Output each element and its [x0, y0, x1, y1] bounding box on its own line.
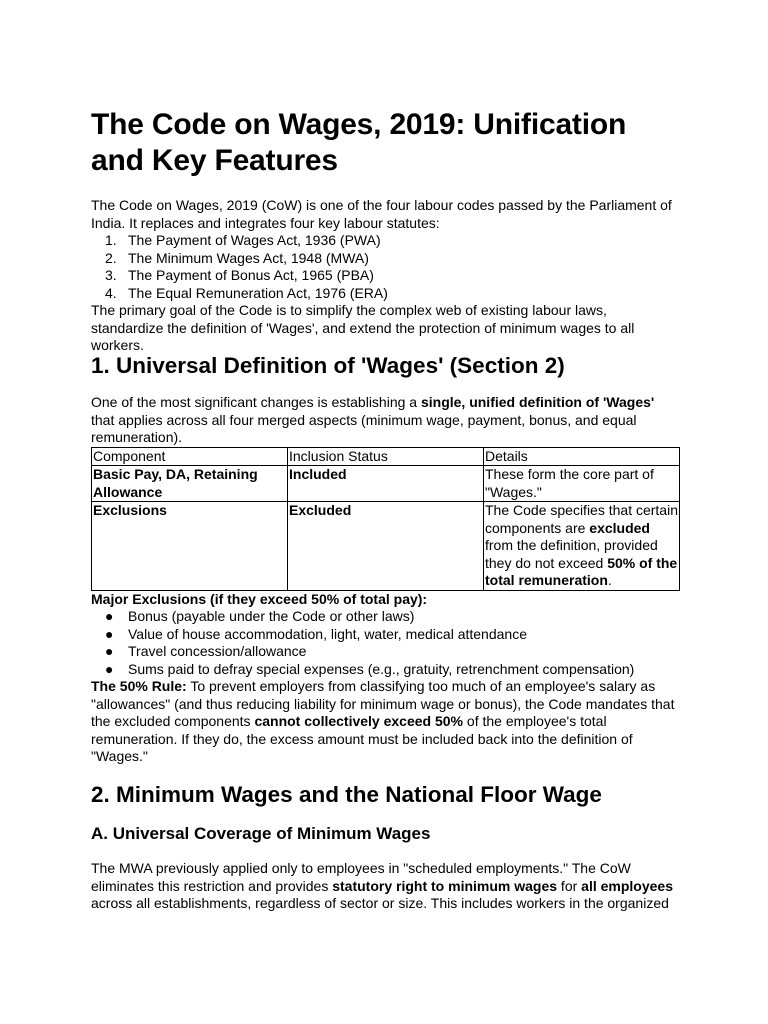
list-item-text: Travel concession/allowance: [128, 643, 307, 659]
text-run: The MWA previously applied only to employees in "scheduled employments." The CoW eliminates this restriction and provides: [91, 860, 631, 894]
text-run: .: [607, 572, 612, 588]
text-run: that applies across all four merged aspects (minimum wage, payment, bonus, and equal remuneration).: [91, 411, 637, 445]
text-run: from the definition, provided they do not exceed: [485, 537, 658, 571]
text-run: of the employee's total remuneration. If they do, the excess amount must be included back into the definition of "Wages.": [91, 713, 633, 764]
statutes-list: [91, 232, 679, 302]
text-run: for: [557, 877, 582, 894]
table-cell: Excluded: [288, 502, 484, 591]
list-number: 3.: [105, 267, 117, 283]
list-number: 4.: [105, 284, 117, 301]
page-title: The Code on Wages, 2019: Unification and Key Features: [91, 108, 627, 177]
section-1-body: [91, 394, 679, 766]
table-cell: Exclusions: [92, 502, 288, 591]
text-run: One of the most significant changes is establishing a: [91, 394, 421, 410]
table-header-cell: Component: [92, 447, 288, 466]
exclusions-heading: Major Exclusions (if they exceed 50% of total pay):: [91, 590, 428, 607]
section-2a-body: [91, 860, 679, 913]
text-run: across all establishments, regardless of sector or size. This includes workers in the organized: [91, 895, 669, 911]
table-cell: Included: [288, 466, 484, 502]
bullet-icon: ●: [105, 608, 114, 624]
bullet-icon: ●: [105, 625, 114, 642]
section-1-heading: 1. Universal Definition of 'Wages' (Section 2): [91, 353, 565, 378]
section-2a-subheading: A. Universal Coverage of Minimum Wages: [91, 824, 431, 843]
wages-definition-paragraph: [91, 394, 679, 447]
fifty-percent-rule-paragraph: [91, 678, 679, 766]
list-item: [91, 661, 679, 679]
table-cell: These form the core part of "Wages.": [484, 466, 680, 502]
section-2-heading: 2. Minimum Wages and the National Floor Wage: [91, 782, 602, 807]
table-row: [92, 466, 680, 502]
list-item-text: The Payment of Wages Act, 1936 (PWA): [128, 232, 381, 248]
table-row: [92, 502, 680, 591]
list-item-text: The Equal Remuneration Act, 1976 (ERA): [128, 284, 388, 301]
list-item: [91, 267, 679, 285]
bold-text-run: excluded: [589, 519, 650, 536]
list-item-text: Bonus (payable under the Code or other laws): [128, 608, 415, 624]
goal-paragraph: The primary goal of the Code is to simplify the complex web of existing labour laws, standardize the definition of 'Wages', and extend the protection of minimum wages to all workers.: [91, 302, 635, 353]
text-run: The Code specifies that certain components are: [485, 502, 678, 536]
wages-components-table: [91, 447, 680, 591]
bold-text-run: The 50% Rule:: [91, 678, 187, 694]
list-number: 1.: [105, 232, 117, 248]
bold-text-run: 50% of the total remuneration: [485, 554, 678, 588]
list-item: [91, 626, 679, 644]
bullet-icon: ●: [105, 643, 114, 659]
list-item: [91, 285, 679, 303]
list-item-text: Sums paid to defray special expenses (e.g., gratuity, retrenchment compensation): [128, 660, 635, 677]
bold-text-run: cannot collectively exceed 50%: [254, 713, 464, 729]
intro-paragraph: The Code on Wages, 2019 (CoW) is one of the four labour codes passed by the Parliament of India. It replaces and integrates four key labour statutes:: [91, 197, 672, 231]
table-header-row: [92, 447, 680, 466]
table-header-cell: Inclusion Status: [288, 447, 484, 466]
list-number: 2.: [105, 249, 117, 266]
bold-text-run: statutory right to minimum wages: [332, 877, 558, 894]
bullet-icon: ●: [105, 660, 114, 677]
bold-text-run: single, unified definition of 'Wages': [420, 394, 655, 410]
table-cell: [484, 502, 680, 591]
list-item: [91, 643, 679, 661]
list-item-text: The Minimum Wages Act, 1948 (MWA): [128, 249, 369, 266]
list-item: [91, 608, 679, 626]
list-item: [91, 250, 679, 268]
table-header-cell: Details: [484, 447, 680, 466]
exclusions-list: [91, 608, 679, 678]
list-item: [91, 232, 679, 250]
list-item-text: The Payment of Bonus Act, 1965 (PBA): [128, 267, 374, 283]
list-item-text: Value of house accommodation, light, water, medical attendance: [128, 625, 527, 642]
intro-block: [91, 197, 679, 355]
table-cell: Basic Pay, DA, Retaining Allowance: [92, 466, 288, 502]
bold-text-run: all employees: [581, 877, 673, 894]
minimum-wages-paragraph: [91, 860, 679, 913]
text-run: To prevent employers from classifying too much of an employee's salary as "allowances" (and thus reducing liability for minimum wage or bonus), the Code mandates that the excluded components: [91, 678, 675, 729]
